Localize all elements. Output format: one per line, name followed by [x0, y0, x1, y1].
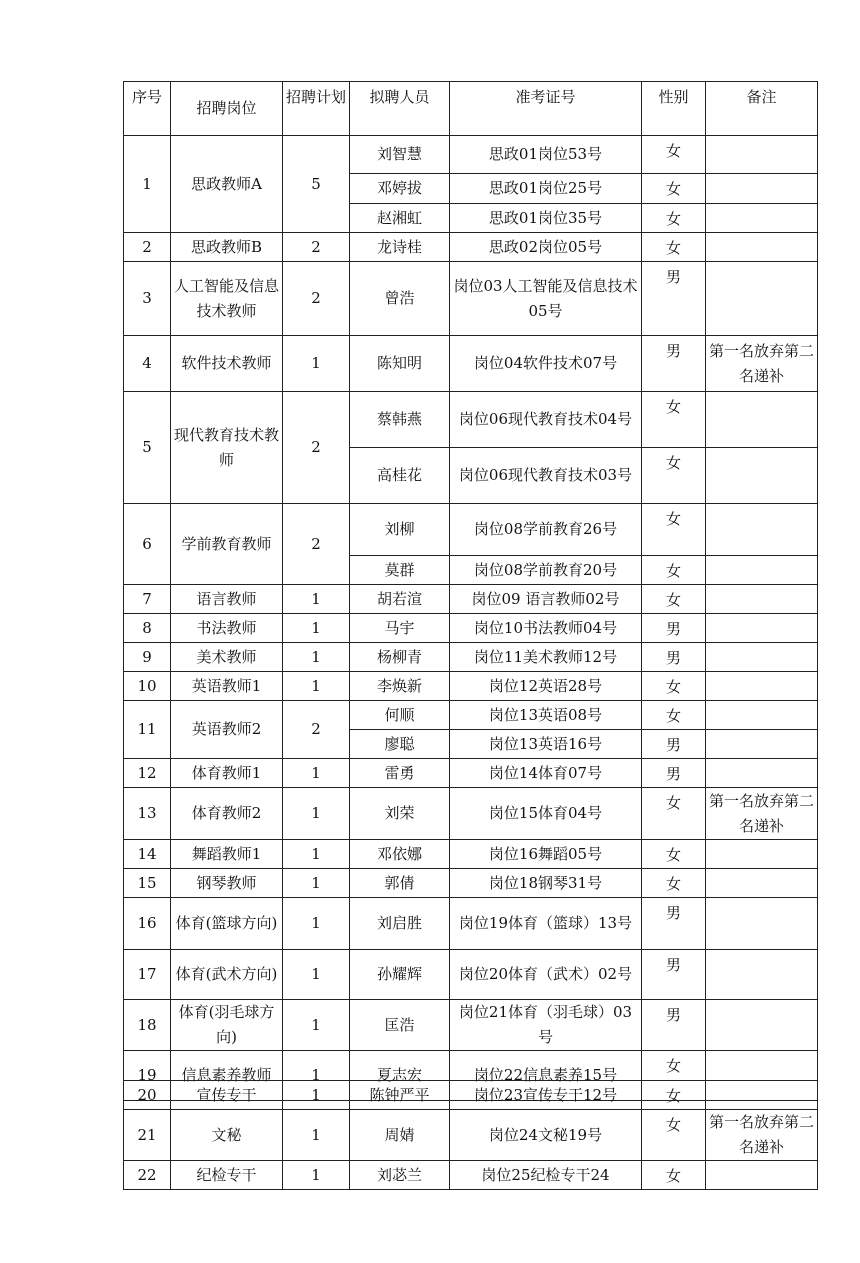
row-number: 22	[124, 1161, 171, 1190]
recruit-plan: 2	[283, 701, 350, 759]
row-number: 2	[124, 233, 171, 262]
gender-cell: 女	[642, 504, 706, 556]
recruitment-table	[123, 81, 818, 1101]
table-row	[124, 1110, 818, 1161]
recruit-plan: 1	[283, 1000, 350, 1051]
table-row	[124, 898, 818, 950]
remark-cell	[706, 701, 818, 730]
ticket-number: 岗位06现代教育技术03号	[450, 448, 642, 504]
remark-cell	[706, 504, 818, 556]
remark-cell	[706, 1000, 818, 1051]
row-number: 13	[124, 788, 171, 840]
recruit-plan: 1	[283, 950, 350, 1000]
ticket-number: 思政01岗位25号	[450, 174, 642, 204]
remark-cell	[706, 1081, 818, 1110]
remark-cell: 第一名放弃第二名递补	[706, 788, 818, 840]
ticket-number: 岗位16舞蹈05号	[450, 840, 642, 869]
ticket-number: 思政01岗位53号	[450, 136, 642, 174]
table-row	[124, 869, 818, 898]
ticket-number: 岗位22信息素养15号	[450, 1051, 642, 1101]
candidate-name: 陈钟严平	[350, 1081, 450, 1110]
row-number: 12	[124, 759, 171, 788]
candidate-name: 龙诗桂	[350, 233, 450, 262]
ticket-number: 岗位06现代教育技术04号	[450, 392, 642, 448]
position-name: 体育教师2	[171, 788, 283, 840]
recruit-plan: 1	[283, 336, 350, 392]
header-plan: 招聘计划	[283, 82, 350, 136]
table-row	[124, 233, 818, 262]
candidate-name: 李焕新	[350, 672, 450, 701]
position-name: 书法教师	[171, 614, 283, 643]
remark-cell	[706, 759, 818, 788]
gender-cell: 男	[642, 614, 706, 643]
position-name: 体育(篮球方向)	[171, 898, 283, 950]
gender-cell: 女	[642, 869, 706, 898]
gender-cell: 女	[642, 585, 706, 614]
row-number: 14	[124, 840, 171, 869]
candidate-name: 刘荣	[350, 788, 450, 840]
candidate-name: 蔡韩燕	[350, 392, 450, 448]
candidate-name: 刘智慧	[350, 136, 450, 174]
recruit-plan: 1	[283, 1081, 350, 1110]
row-number: 4	[124, 336, 171, 392]
ticket-number: 岗位10书法教师04号	[450, 614, 642, 643]
remark-cell	[706, 585, 818, 614]
table-row	[124, 614, 818, 643]
ticket-number: 岗位24文秘19号	[450, 1110, 642, 1161]
recruit-plan: 1	[283, 643, 350, 672]
position-name: 英语教师1	[171, 672, 283, 701]
position-name: 体育(羽毛球方向)	[171, 1000, 283, 1051]
position-name: 思政教师A	[171, 136, 283, 233]
row-number: 3	[124, 262, 171, 336]
ticket-number: 岗位14体育07号	[450, 759, 642, 788]
recruit-plan: 2	[283, 262, 350, 336]
remark-cell	[706, 136, 818, 174]
recruit-plan: 1	[283, 1110, 350, 1161]
table-row	[124, 701, 818, 730]
position-name: 舞蹈教师1	[171, 840, 283, 869]
remark-cell	[706, 672, 818, 701]
table-row	[124, 585, 818, 614]
table-row	[124, 1081, 818, 1110]
gender-cell: 男	[642, 262, 706, 336]
ticket-number: 岗位21体育（羽毛球）03号	[450, 1000, 642, 1051]
candidate-name: 邓婷拔	[350, 174, 450, 204]
candidate-name: 曾浩	[350, 262, 450, 336]
header-remark: 备注	[706, 82, 818, 136]
ticket-number: 岗位13英语08号	[450, 701, 642, 730]
ticket-number: 岗位20体育（武术）02号	[450, 950, 642, 1000]
ticket-number: 岗位25纪检专干24	[450, 1161, 642, 1190]
position-name: 语言教师	[171, 585, 283, 614]
remark-cell	[706, 392, 818, 448]
candidate-name: 陈知明	[350, 336, 450, 392]
ticket-number: 岗位08学前教育20号	[450, 556, 642, 585]
candidate-name: 赵湘虹	[350, 204, 450, 233]
row-number: 7	[124, 585, 171, 614]
remark-cell	[706, 448, 818, 504]
row-number: 8	[124, 614, 171, 643]
table-row	[124, 643, 818, 672]
table-row	[124, 336, 818, 392]
row-number: 10	[124, 672, 171, 701]
gender-cell: 女	[642, 701, 706, 730]
table-row	[124, 840, 818, 869]
table-row	[124, 504, 818, 556]
ticket-number: 岗位12英语28号	[450, 672, 642, 701]
header-person: 拟聘人员	[350, 82, 450, 136]
table-row	[124, 950, 818, 1000]
candidate-name: 何顺	[350, 701, 450, 730]
gender-cell: 女	[642, 788, 706, 840]
row-number: 17	[124, 950, 171, 1000]
table-row	[124, 759, 818, 788]
table-row	[124, 136, 818, 174]
recruit-plan: 1	[283, 1161, 350, 1190]
row-number: 5	[124, 392, 171, 504]
ticket-number: 岗位19体育（篮球）13号	[450, 898, 642, 950]
position-name: 宣传专干	[171, 1081, 283, 1110]
table-row	[124, 672, 818, 701]
remark-cell	[706, 262, 818, 336]
remark-cell	[706, 730, 818, 759]
position-name: 美术教师	[171, 643, 283, 672]
gender-cell: 女	[642, 672, 706, 701]
row-number: 11	[124, 701, 171, 759]
gender-cell: 女	[642, 840, 706, 869]
position-name: 思政教师B	[171, 233, 283, 262]
recruit-plan: 2	[283, 392, 350, 504]
candidate-name: 夏志宏	[350, 1051, 450, 1101]
candidate-name: 杨柳青	[350, 643, 450, 672]
gender-cell: 女	[642, 448, 706, 504]
candidate-name: 周婧	[350, 1110, 450, 1161]
header-row	[124, 82, 818, 136]
position-name: 纪检专干	[171, 1161, 283, 1190]
candidate-name: 刘苾兰	[350, 1161, 450, 1190]
ticket-number: 思政01岗位35号	[450, 204, 642, 233]
candidate-name: 刘柳	[350, 504, 450, 556]
gender-cell: 女	[642, 1081, 706, 1110]
table-row	[124, 1000, 818, 1051]
table-row	[124, 262, 818, 336]
ticket-number: 岗位04软件技术07号	[450, 336, 642, 392]
remark-cell	[706, 556, 818, 585]
candidate-name: 孙耀辉	[350, 950, 450, 1000]
remark-cell	[706, 840, 818, 869]
gender-cell: 女	[642, 204, 706, 233]
gender-cell: 男	[642, 730, 706, 759]
recruit-plan: 1	[283, 1051, 350, 1101]
position-name: 体育教师1	[171, 759, 283, 788]
position-name: 英语教师2	[171, 701, 283, 759]
remark-cell	[706, 204, 818, 233]
candidate-name: 雷勇	[350, 759, 450, 788]
position-name: 人工智能及信息技术教师	[171, 262, 283, 336]
candidate-name: 马宇	[350, 614, 450, 643]
position-name: 文秘	[171, 1110, 283, 1161]
recruit-plan: 2	[283, 233, 350, 262]
ticket-number: 岗位09 语言教师02号	[450, 585, 642, 614]
remark-cell: 第一名放弃第二名递补	[706, 1110, 818, 1161]
recruit-plan: 1	[283, 585, 350, 614]
position-name: 体育(武术方向)	[171, 950, 283, 1000]
table-row	[124, 788, 818, 840]
position-name: 现代教育技术教师	[171, 392, 283, 504]
recruit-plan: 1	[283, 788, 350, 840]
candidate-name: 胡若渲	[350, 585, 450, 614]
candidate-name: 匡浩	[350, 1000, 450, 1051]
ticket-number: 岗位13英语16号	[450, 730, 642, 759]
ticket-number: 岗位11美术教师12号	[450, 643, 642, 672]
remark-cell	[706, 869, 818, 898]
row-number: 20	[124, 1081, 171, 1110]
recruit-plan: 1	[283, 759, 350, 788]
row-number: 1	[124, 136, 171, 233]
ticket-number: 岗位18钢琴31号	[450, 869, 642, 898]
gender-cell: 男	[642, 1000, 706, 1051]
gender-cell: 女	[642, 233, 706, 262]
header-position: 招聘岗位	[171, 82, 283, 136]
recruit-plan: 1	[283, 898, 350, 950]
gender-cell: 女	[642, 174, 706, 204]
row-number: 19	[124, 1051, 171, 1101]
ticket-number: 岗位08学前教育26号	[450, 504, 642, 556]
remark-cell	[706, 1161, 818, 1190]
header-no: 序号	[124, 82, 171, 136]
row-number: 6	[124, 504, 171, 585]
row-number: 9	[124, 643, 171, 672]
candidate-name: 邓依娜	[350, 840, 450, 869]
ticket-number: 岗位03人工智能及信息技术05号	[450, 262, 642, 336]
candidate-name: 廖聪	[350, 730, 450, 759]
remark-cell	[706, 950, 818, 1000]
candidate-name: 刘启胜	[350, 898, 450, 950]
candidate-name: 高桂花	[350, 448, 450, 504]
position-name: 信息素养教师	[171, 1051, 283, 1101]
gender-cell: 女	[642, 1051, 706, 1101]
gender-cell: 男	[642, 950, 706, 1000]
gender-cell: 女	[642, 392, 706, 448]
gender-cell: 女	[642, 1110, 706, 1161]
position-name: 钢琴教师	[171, 869, 283, 898]
row-number: 16	[124, 898, 171, 950]
gender-cell: 女	[642, 556, 706, 585]
table-row	[124, 392, 818, 448]
gender-cell: 男	[642, 643, 706, 672]
candidate-name: 莫群	[350, 556, 450, 585]
header-ticket: 准考证号	[450, 82, 642, 136]
candidate-name: 郭倩	[350, 869, 450, 898]
recruitment-table-continued	[123, 1080, 818, 1190]
position-name: 软件技术教师	[171, 336, 283, 392]
gender-cell: 男	[642, 759, 706, 788]
header-gender: 性别	[642, 82, 706, 136]
recruit-plan: 5	[283, 136, 350, 233]
position-name: 学前教育教师	[171, 504, 283, 585]
gender-cell: 女	[642, 136, 706, 174]
row-number: 18	[124, 1000, 171, 1051]
recruit-plan: 2	[283, 504, 350, 585]
recruit-plan: 1	[283, 840, 350, 869]
recruit-plan: 1	[283, 869, 350, 898]
row-number: 21	[124, 1110, 171, 1161]
remark-cell	[706, 174, 818, 204]
remark-cell	[706, 898, 818, 950]
remark-cell	[706, 614, 818, 643]
gender-cell: 女	[642, 1161, 706, 1190]
recruit-plan: 1	[283, 614, 350, 643]
ticket-number: 思政02岗位05号	[450, 233, 642, 262]
recruit-plan: 1	[283, 672, 350, 701]
row-number: 15	[124, 869, 171, 898]
gender-cell: 男	[642, 898, 706, 950]
table-row	[124, 1161, 818, 1190]
remark-cell: 第一名放弃第二名递补	[706, 336, 818, 392]
ticket-number: 岗位15体育04号	[450, 788, 642, 840]
gender-cell: 男	[642, 336, 706, 392]
remark-cell	[706, 233, 818, 262]
ticket-number: 岗位23宣传专干12号	[450, 1081, 642, 1110]
remark-cell	[706, 643, 818, 672]
